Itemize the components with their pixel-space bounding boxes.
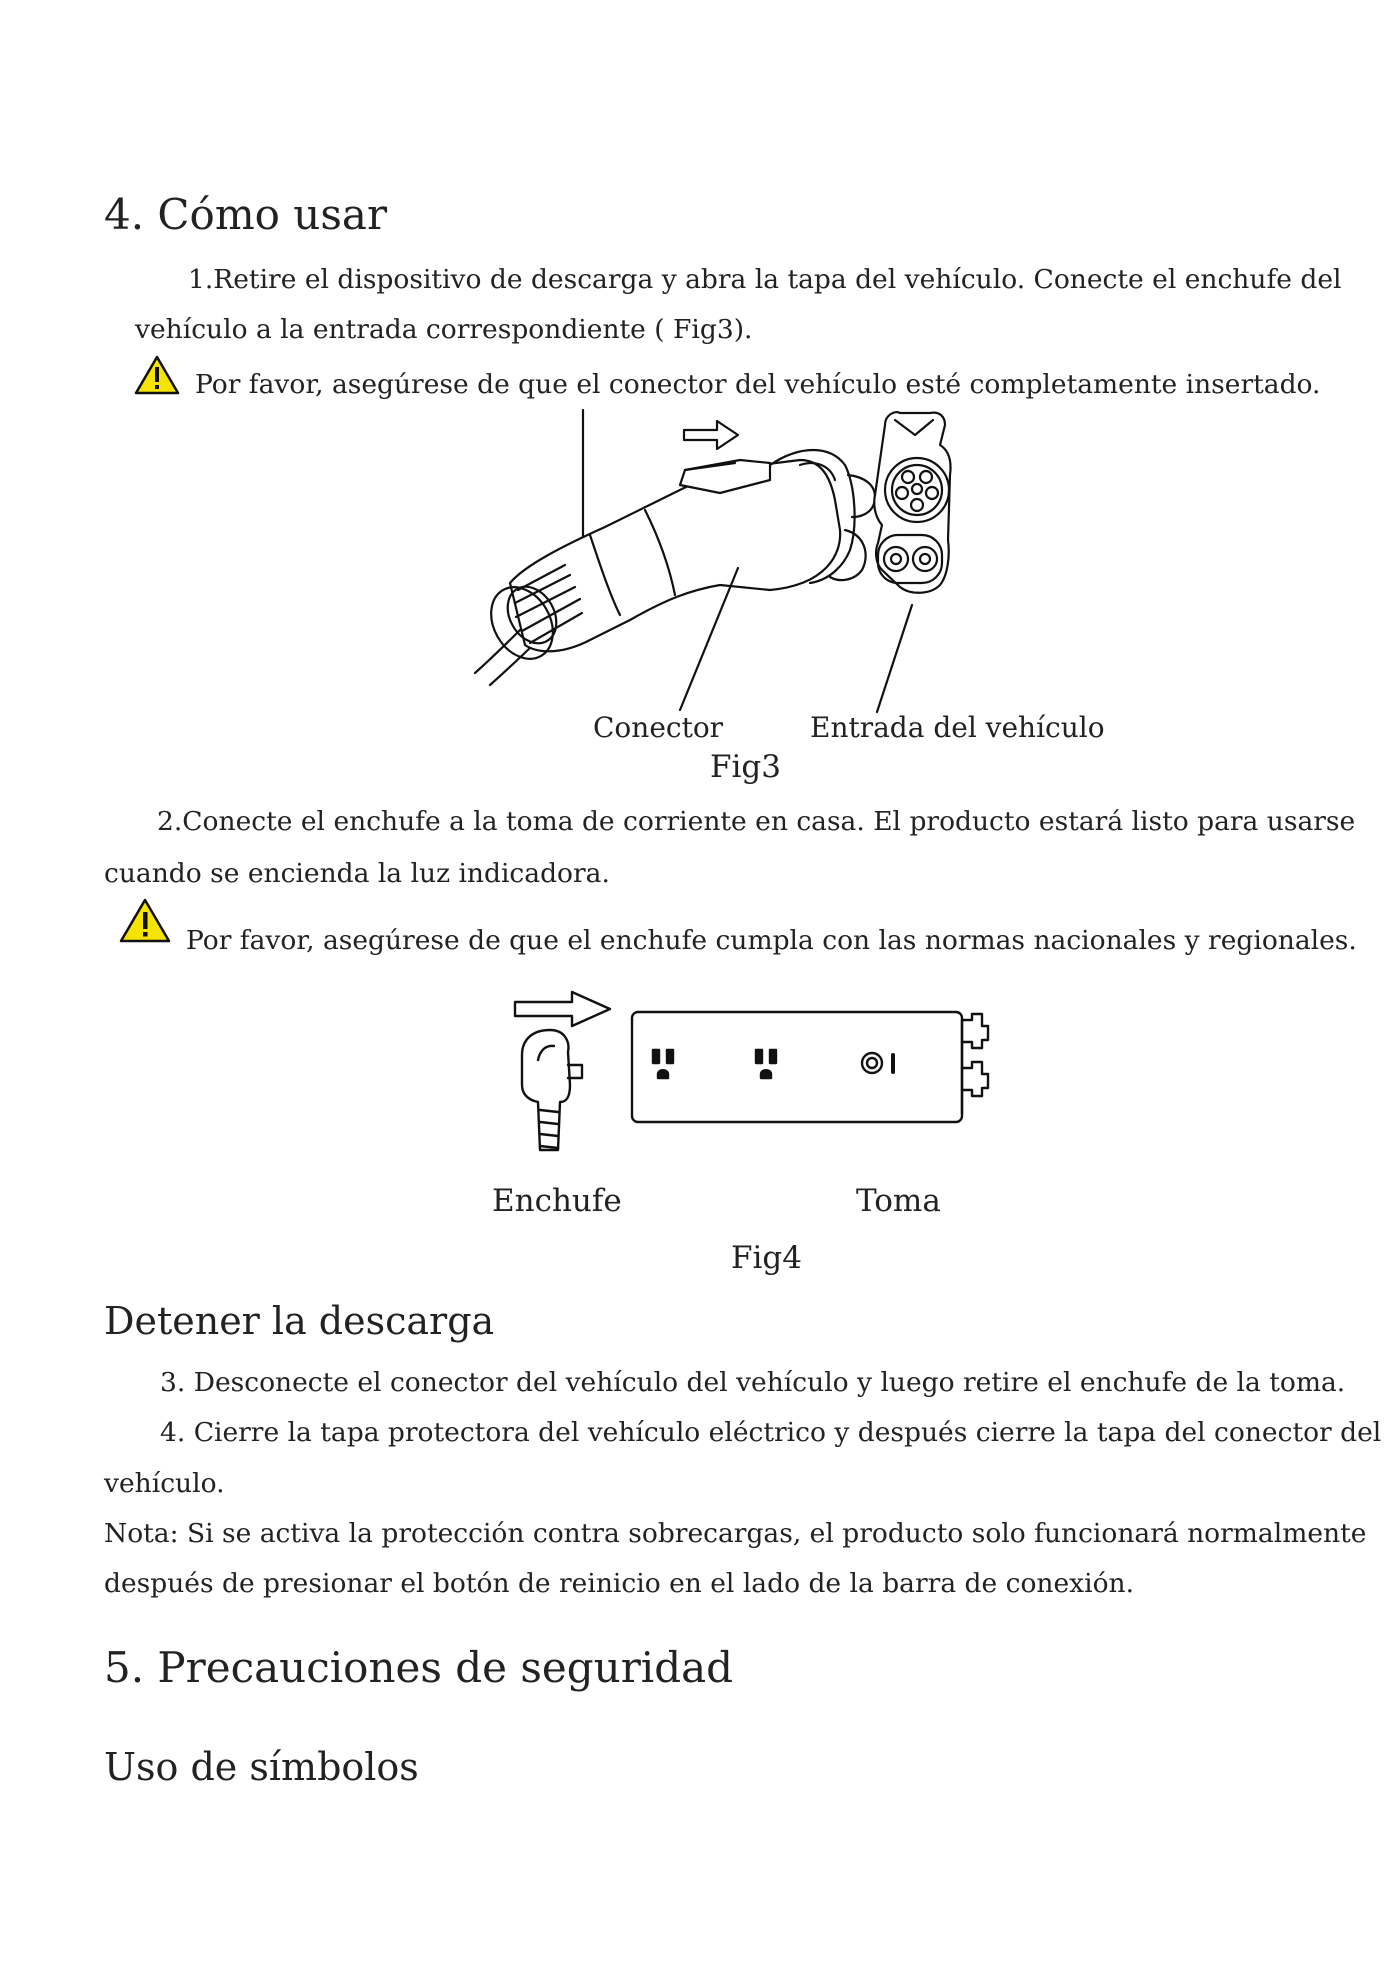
fig3-label-inlet: Entrada del vehículo (810, 711, 1105, 744)
subsection-title-symbols: Uso de símbolos (104, 1745, 419, 1789)
warning-text-2: Por favor, asegúrese de que el enchufe cumpla con las normas nacionales y regionales. (186, 925, 1357, 956)
step2-line2: cuando se encienda la luz indicadora. (104, 858, 610, 889)
subsection-title-stop: Detener la descarga (104, 1299, 495, 1343)
fig3-caption: Fig3 (710, 749, 781, 785)
fig4-label-plug: Enchufe (492, 1183, 622, 1219)
fig4-plug-socket-illustration (510, 990, 990, 1160)
warning-text-1: Por favor, asegúrese de que el conector del vehículo esté completamente insertado. (195, 369, 1321, 400)
warning-triangle-icon (134, 355, 180, 395)
fig4-caption: Fig4 (731, 1240, 802, 1276)
fig4-label-socket: Toma (856, 1183, 941, 1219)
step2-line1: 2.Conecte el enchufe a la toma de corriente en casa. El producto estará listo para usarse (157, 806, 1356, 837)
section-title: 4. Cómo usar (104, 190, 388, 239)
arrow-right-icon (684, 421, 738, 449)
fig3-label-connector: Conector (593, 711, 724, 744)
step4-line2: vehículo. (104, 1468, 225, 1499)
note-line1: Nota: Si se activa la protección contra sobrecargas, el producto solo funcionará normalmente (104, 1518, 1367, 1549)
arrow-right-icon (515, 992, 610, 1026)
step1-line2: vehículo a la entrada correspondiente ( Fig3). (135, 314, 753, 345)
section-title-5: 5. Precauciones de seguridad (104, 1643, 734, 1692)
note-line2: después de presionar el botón de reinicio en el lado de la barra de conexión. (104, 1568, 1135, 1599)
fig3-connector-illustration (470, 405, 990, 705)
step3: 3. Desconecte el conector del vehículo del vehículo y luego retire el enchufe de la toma. (160, 1367, 1346, 1398)
warning-triangle-icon (119, 898, 171, 944)
step4-line1: 4. Cierre la tapa protectora del vehículo eléctrico y después cierre la tapa del conector del (160, 1417, 1382, 1448)
step1-line1: 1.Retire el dispositivo de descarga y abra la tapa del vehículo. Conecte el enchufe del (188, 264, 1342, 295)
